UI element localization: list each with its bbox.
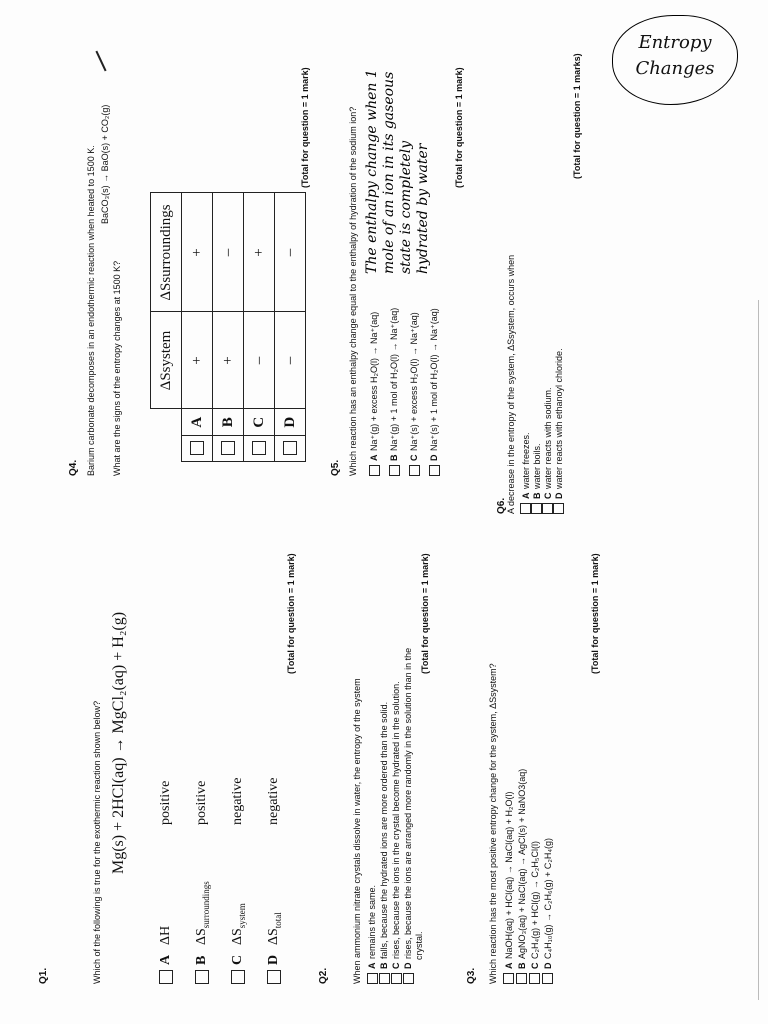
q2-option-d[interactable]: D rises, because the ions are arranged more randomly in the solution than in the [402, 648, 414, 984]
q4-row-d[interactable]: D – – [275, 193, 306, 462]
q2-option-d-continued: crystal. [414, 931, 424, 960]
q1-total: (Total for question = 1 mark) [286, 553, 296, 674]
q2-checkbox-d[interactable] [403, 973, 414, 984]
q6-option-b[interactable]: B water boils. [531, 348, 542, 514]
q3-options [502, 769, 554, 984]
q3-checkbox-b[interactable] [516, 973, 527, 984]
q1-option-d[interactable]: D $\Delta S_{total}$ negative [256, 684, 292, 984]
q2-options [366, 648, 424, 984]
q2-checkbox-b[interactable] [379, 973, 390, 984]
q2-total: (Total for question = 1 mark) [420, 553, 430, 674]
q4-checkbox-a[interactable] [190, 442, 204, 456]
q4-total: (Total for question = 1 mark) [300, 67, 310, 188]
q5-option-a[interactable]: A Na⁺(g) + excess H₂O(l) → Na⁺(aq) [364, 308, 384, 476]
q6-option-a[interactable]: A water freezes. [520, 348, 531, 514]
q3-checkbox-a[interactable] [503, 973, 514, 984]
q6-number: Q6. [496, 497, 507, 514]
title-line-1: Entropy [638, 32, 712, 53]
q6-checkbox-c[interactable] [542, 503, 553, 514]
q3-checkbox-d[interactable] [542, 973, 553, 984]
q5-option-b[interactable]: B Na⁺(g) + 1 mol of H₂O(l) → Na⁺(aq) [384, 308, 404, 476]
q3-prompt: Which reaction has the most positive entropy change for the system, ΔSsystem? [488, 663, 498, 984]
q5-option-c[interactable]: C Na⁺(s) + excess H₂O(l) → Na⁺(aq) [404, 308, 424, 476]
q5-checkbox-d[interactable] [429, 465, 440, 476]
q6-checkbox-b[interactable] [531, 503, 542, 514]
q1-checkbox-a[interactable] [159, 970, 173, 984]
q1-checkbox-b[interactable] [195, 970, 209, 984]
q5-option-d[interactable]: D Na⁺(s) + 1 mol of H₂O(l) → Na⁺(aq) [424, 308, 444, 476]
q1-option-a[interactable]: A ΔH positive [148, 684, 184, 984]
q4-header-system: ΔSsystem [151, 312, 182, 409]
scan-edge [758, 300, 759, 1000]
q2-option-a[interactable]: A remains the same. [366, 648, 378, 984]
q4-checkbox-b[interactable] [221, 442, 235, 456]
q5-options [364, 308, 444, 476]
q5-checkbox-a[interactable] [369, 465, 380, 476]
q3-number: Q3. [466, 967, 477, 984]
q2-number: Q2. [318, 967, 329, 984]
q1-checkbox-d[interactable] [267, 970, 281, 984]
q6-prompt: A decrease in the entropy of the system, ΔSsystem, occurs when [506, 254, 516, 514]
q1-equation: Mg(s) + 2HCl(aq) → MgCl₂(aq) + H₂(g) [110, 611, 127, 874]
q6-total: (Total for question = 1 marks) [572, 53, 582, 179]
q1-prompt: Which of the following is true for the exothermic reaction shown below? [92, 700, 102, 984]
q1-number: Q1. [38, 967, 49, 984]
q6-option-c[interactable]: C water reacts with sodium. [542, 348, 553, 514]
q5-prompt: Which reaction has an enthalpy change equal to the enthalpy of hydration of the sodium ion? [348, 106, 358, 476]
q4-prompt: Barium carbonate decomposes in an endothermic reaction when heated to 1500 K. [86, 145, 96, 476]
q6-checkbox-a[interactable] [520, 503, 531, 514]
q2-checkbox-c[interactable] [391, 973, 402, 984]
q2-checkbox-a[interactable] [367, 973, 378, 984]
q4-row-b[interactable]: B + – [213, 193, 244, 462]
q5-total: (Total for question = 1 mark) [454, 67, 464, 188]
q3-checkbox-c[interactable] [529, 973, 540, 984]
q4-question: What are the signs of the entropy changes at 1500 K? [112, 260, 122, 476]
q4-number: Q4. [68, 459, 79, 476]
q2-prompt: When ammonium nitrate crystals dissolve in water, the entropy of the system [352, 678, 362, 984]
q4-checkbox-d[interactable] [283, 442, 297, 456]
q4-equation: BaCO₃(s) → BaO(s) + CO₂(g) [100, 104, 110, 224]
q5-checkbox-b[interactable] [389, 465, 400, 476]
q4-row-a[interactable]: A + + [182, 193, 213, 462]
q3-option-c[interactable]: C C₂H₄(g) + HCl(g) → C₂H₅Cl(l) [528, 769, 541, 984]
q4-checkbox-c[interactable] [252, 442, 266, 456]
q4-entropy-table [150, 193, 306, 463]
q4-header-surroundings: ΔSsurroundings [151, 193, 182, 312]
q1-option-c[interactable]: C $\Delta S_{system}$ negative [220, 684, 256, 984]
q3-option-d[interactable]: D C₄H₁₀(g) → C₂H₆(g) + C₂H₄(g) [541, 769, 554, 984]
q1-options [148, 684, 292, 984]
q5-checkbox-c[interactable] [409, 465, 420, 476]
q3-total: (Total for question = 1 mark) [590, 553, 600, 674]
q4-table [150, 193, 306, 463]
q1-option-b[interactable]: B $\Delta S_{surroundings}$ positive [184, 684, 220, 984]
q6-checkbox-d[interactable] [553, 503, 564, 514]
q2-option-c[interactable]: C rises, because the ions in the crystal become hydrated in the solution. [390, 648, 402, 984]
q3-option-b[interactable]: B AgNO₃(aq) + NaCl(aq) → AgCl(s) + NaNO3(aq) [515, 769, 528, 984]
q6-options [520, 348, 564, 514]
q3-option-a[interactable]: A NaOH(aq) + HCl(aq) → NaCl(aq) + H₂O(l) [502, 769, 515, 984]
q2-option-b[interactable]: B falls, because the hydrated ions are more ordered than the solid. [378, 648, 390, 984]
q1-checkbox-c[interactable] [231, 970, 245, 984]
q4-row-c[interactable]: C – + [244, 193, 275, 462]
q5-handwritten-answer: The enthalpy change when 1 mole of an ion in its gaseous state is completely hydrated by water [364, 69, 431, 274]
title-line-2: Changes [635, 58, 715, 79]
q6-option-d[interactable]: D water reacts with ethanoyl chloride. [553, 348, 564, 514]
q5-number: Q5. [330, 459, 341, 476]
